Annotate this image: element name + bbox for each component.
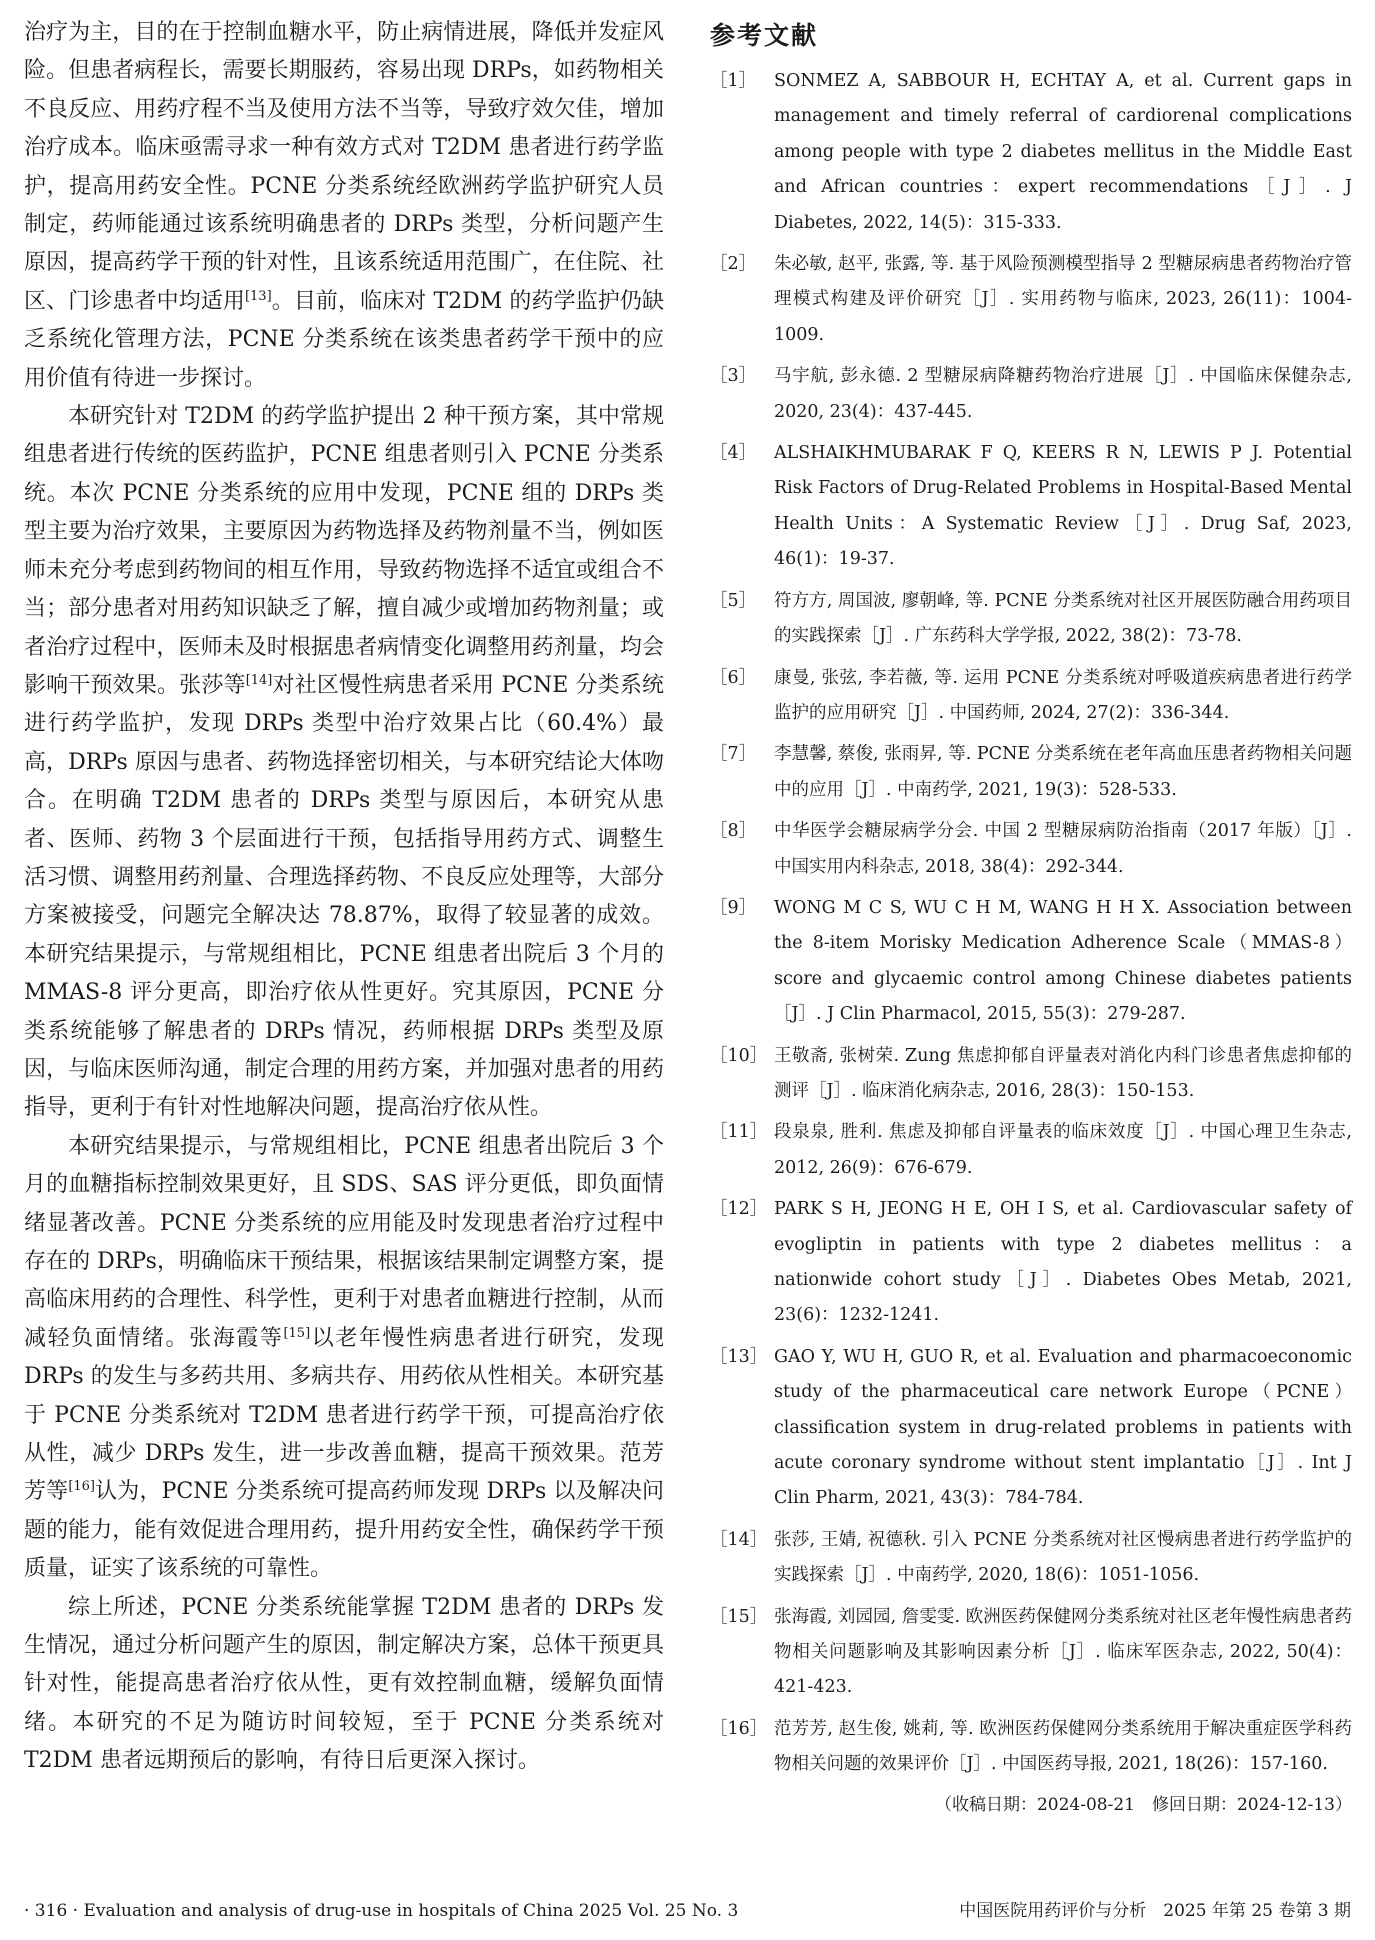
footer-journal-chinese: 中国医院用药评价与分析 2025 年第 25 卷第 3 期 xyxy=(959,1901,1351,1921)
body-paragraph-2 xyxy=(24,398,664,1128)
reference-number: ［16］ xyxy=(710,1718,768,1739)
citation-marker: [15] xyxy=(283,1325,311,1341)
paragraph-text: 本研究结果提示，与常规组相比，PCNE 组患者出院后 3 个月的血糖指标控制效果更好，且 SDS、SAS 评分更低，即负面情绪显著改善。PCNE 分类系统的应用能及时发现患者治疗过程中存在的 DRPs，明确临床干预结果，根据该结果制定调整方案，提高临床用药的合理性、科学性，更利于对患者血糖进行控制，从而减轻负面情绪。张海霞等 xyxy=(24,1133,664,1351)
reference-number: ［9］ xyxy=(710,897,757,918)
reference-text: 康曼, 张弦, 李若薇, 等. 运用 PCNE 分类系统对呼吸道疾病患者进行药学监护的应用研究［J］. 中国药师, 2024, 27(2)：336-344. xyxy=(774,667,1352,723)
reference-text: 王敬斋, 张树荣. Zung 焦虑抑郁自评量表对消化内科门诊患者焦虑抑郁的测评［J］. 临床消化病杂志, 2016, 28(3)：150-153. xyxy=(774,1045,1352,1101)
reference-number: ［8］ xyxy=(710,821,757,842)
reference-item xyxy=(710,1523,1352,1594)
reference-text: 范芳芳, 赵生俊, 姚莉, 等. 欧洲医药保健网分类系统用于解决重症医学科药物相关问题的效果评价［J］. 中国医药导报, 2021, 18(26)：157-160. xyxy=(774,1718,1352,1775)
reference-item xyxy=(710,1192,1352,1334)
reference-number: ［4］ xyxy=(710,443,757,464)
reference-number: ［12］ xyxy=(710,1199,768,1220)
reference-item xyxy=(710,737,1352,808)
reference-item xyxy=(710,584,1352,655)
reference-number: ［10］ xyxy=(710,1045,768,1066)
reference-number: ［14］ xyxy=(710,1529,768,1550)
reference-item xyxy=(710,1340,1352,1517)
reference-text: SONMEZ A, SABBOUR H, ECHTAY A, et al. Current gaps in management and timely referral of cardiorenal complications among people with type 2 diabetes mellitus in the Middle East and African countries：expert recommendations［J］. J Diabetes, 2022, 14(5)：315-333. xyxy=(774,71,1352,233)
body-paragraph-4 xyxy=(24,1589,664,1781)
reference-number: ［7］ xyxy=(710,744,757,765)
citation-marker: [13] xyxy=(244,288,272,304)
reference-text: 段泉泉, 胜利. 焦虑及抑郁自评量表的临床效度［J］. 中国心理卫生杂志, 2012, 26(9)：676-679. xyxy=(774,1122,1352,1178)
reference-text: 符方方, 周国波, 廖朝峰, 等. PCNE 分类系统对社区开展医防融合用药项目的实践探索［J］. 广东药科大学学报, 2022, 38(2)：73-78. xyxy=(774,590,1352,647)
reference-text: 张海霞, 刘园园, 詹雯雯. 欧洲医药保健网分类系统对社区老年慢性病患者药物相关问题影响及其影响因素分析［J］. 临床军医杂志, 2022, 50(4)：421-423. xyxy=(774,1606,1352,1698)
reference-number: ［5］ xyxy=(710,590,757,611)
footer-journal-english: · 316 · Evaluation and analysis of drug-use in hospitals of China 2025 Vol. 25 No. 3 xyxy=(24,1901,739,1921)
reference-text: GAO Y, WU H, GUO R, et al. Evaluation and pharmacoeconomic study of the pharmaceutical care network Europe（PCNE）classification system in drug-related problems in patients with acute coronary syndrome without stent implantatio［J］. Int J Clin Pharm, 2021, 43(3)：784-784. xyxy=(774,1346,1352,1509)
received-revised-dates: （收稿日期：2024-08-21 修回日期：2024-12-13） xyxy=(934,1794,1352,1815)
body-column xyxy=(24,14,664,1781)
reference-item xyxy=(710,64,1352,241)
paragraph-text: 。目前，临床对 T2DM 的药学监护仍缺乏系统化管理方法，PCNE 分类系统在该类患者药学干预中的应用价值有待进一步探讨。 xyxy=(24,288,664,391)
paragraph-text: 本研究针对 T2DM 的药学监护提出 2 种干预方案，其中常规组患者进行传统的医药监护，PCNE 组患者则引入 PCNE 分类系统。本次 PCNE 分类系统的应用中发现，PCNE 组的 DRPs 类型主要为治疗效果，主要原因为药物选择及药物剂量不当，例如医师未充分考虑到药物间的相互作用，导致药物选择不适宜或组合不当；部分患者对用药知识缺乏了解，擅自减少或增加药物剂量；或者治疗过程中，医师未及时根据患者病情变化调整用药剂量，均会影响干预效果。张莎等 xyxy=(24,404,664,698)
reference-list xyxy=(710,64,1352,1783)
paragraph-text: 治疗为主，目的在于控制血糖水平，防止病情进展，降低并发症风险。但患者病程长，需要长期服药，容易出现 DRPs，如药物相关不良反应、用药疗程不当及使用方法不当等，导致疗效欠佳，增加治疗成本。临床亟需寻求一种有效方式对 T2DM 患者进行药学监护，提高用药安全性。PCNE 分类系统经欧洲药学监护研究人员制定，药师能通过该系统明确患者的 DRPs 类型，分析问题产生原因，提高药学干预的针对性，且该系统适用范围广，在住院、社区、门诊患者中均适用 xyxy=(24,20,664,314)
reference-number: ［13］ xyxy=(710,1346,768,1367)
reference-item xyxy=(710,891,1352,1033)
reference-item xyxy=(710,1600,1352,1706)
paragraph-text: 对社区慢性病患者采用 PCNE 分类系统进行药学监护，发现 DRPs 类型中治疗效果占比（60.4%）最高，DRPs 原因与患者、药物选择密切相关，与本研究结论大体吻合。在明确 T2DM 患者的 DRPs 类型与原因后，本研究从患者、医师、药物 3 个层面进行干预，包括指导用药方式、调整生活习惯、调整用药剂量、合理选择药物、不良反应处理等，大部分方案被接受，问题完全解决达 78.87%，取得了较显著的成效。本研究结果提示，与常规组相比，PCNE 组患者出院后 3 个月的 MMAS-8 评分更高，即治疗依从性更好。究其原因，PCNE 分类系统能够了解患者的 DRPs 情况，药师根据 DRPs 类型及原因，与临床医师沟通，制定合理的用药方案，并加强对患者的用药指导，更利于有针对性地解决问题，提高治疗依从性。 xyxy=(24,672,664,1121)
reference-item xyxy=(710,436,1352,578)
citation-marker: [16] xyxy=(68,1479,95,1495)
reference-number: ［6］ xyxy=(710,667,757,688)
reference-number: ［1］ xyxy=(710,71,757,91)
reference-item xyxy=(710,1115,1352,1186)
reference-number: ［3］ xyxy=(710,366,757,387)
reference-item xyxy=(710,814,1352,885)
reference-text: 张莎, 王婧, 祝德秋. 引入 PCNE 分类系统对社区慢病患者进行药学监护的实践探索［J］. 中南药学, 2020, 18(6)：1051-1056. xyxy=(774,1529,1352,1586)
reference-text: 中华医学会糖尿病学分会. 中国 2 型糖尿病防治指南（2017 年版）［J］. 中国实用内科杂志, 2018, 38(4)：292-344. xyxy=(774,821,1352,877)
reference-item xyxy=(710,247,1352,353)
references-heading: 参考文献 xyxy=(710,21,819,50)
reference-number: ［2］ xyxy=(710,254,757,275)
reference-item xyxy=(710,1039,1352,1110)
body-paragraph-1 xyxy=(24,14,664,398)
paragraph-text: 认为，PCNE 分类系统可提高药师发现 DRPs 以及解决问题的能力，能有效促进合理用药，提升用药安全性，确保药学干预质量，证实了该系统的可靠性。 xyxy=(24,1479,664,1582)
reference-text: PARK S H, JEONG H E, OH I S, et al. Cardiovascular safety of evogliptin in patients with type 2 diabetes mellitus：a nationwide cohort study［J］. Diabetes Obes Metab, 2021, 23(6)：1232-1241. xyxy=(774,1199,1352,1326)
reference-text: 马宇航, 彭永德. 2 型糖尿病降糖药物治疗进展［J］. 中国临床保健杂志, 2020, 23(4)：437-445. xyxy=(774,366,1352,422)
paragraph-text: 综上所述，PCNE 分类系统能掌握 T2DM 患者的 DRPs 发生情况，通过分析问题产生的原因，制定解决方案，总体干预更具针对性，能提高患者治疗依从性，更有效控制血糖，缓解负面情绪。本研究的不足为随访时间较短，至于 PCNE 分类系统对 T2DM 患者远期预后的影响，有待日后更深入探讨。 xyxy=(24,1594,664,1774)
paragraph-text: 以老年慢性病患者进行研究，发现 DRPs 的发生与多药共用、多病共存、用药依从性相关。本研究基于 PCNE 分类系统对 T2DM 患者进行药学干预，可提高治疗依从性，减少 DRPs 发生，进一步改善血糖，提高干预效果。范芳芳等 xyxy=(24,1325,664,1505)
reference-item xyxy=(710,661,1352,732)
citation-marker: [14] xyxy=(245,672,273,688)
body-paragraph-3 xyxy=(24,1128,664,1589)
reference-item xyxy=(710,359,1352,430)
reference-text: ALSHAIKHMUBARAK F Q, KEERS R N, LEWIS P J. Potential Risk Factors of Drug-Related Problems in Hospital-Based Mental Health Units：A Systematic Review［J］. Drug Saf, 2023, 46(1)：19-37. xyxy=(774,443,1352,570)
reference-number: ［11］ xyxy=(710,1122,768,1143)
references-column xyxy=(710,14,1352,1821)
reference-text: WONG M C S, WU C H M, WANG H H X. Association between the 8-item Morisky Medication Adherence Scale（MMAS-8）score and glycaemic control among Chinese diabetes patients［J］. J Clin Pharmacol, 2015, 55(3)：279-287. xyxy=(774,897,1352,1025)
reference-number: ［15］ xyxy=(710,1606,768,1627)
reference-text: 李慧馨, 蔡俊, 张雨昇, 等. PCNE 分类系统在老年高血压患者药物相关问题中的应用［J］. 中南药学, 2021, 19(3)：528-533. xyxy=(774,744,1352,800)
reference-text: 朱必敏, 赵平, 张露, 等. 基于风险预测模型指导 2 型糖尿病患者药物治疗管理模式构建及评价研究［J］. 实用药物与临床, 2023, 26(11)：1004-1009. xyxy=(774,254,1352,345)
reference-item xyxy=(710,1712,1352,1783)
page-footer xyxy=(24,1896,1351,1926)
